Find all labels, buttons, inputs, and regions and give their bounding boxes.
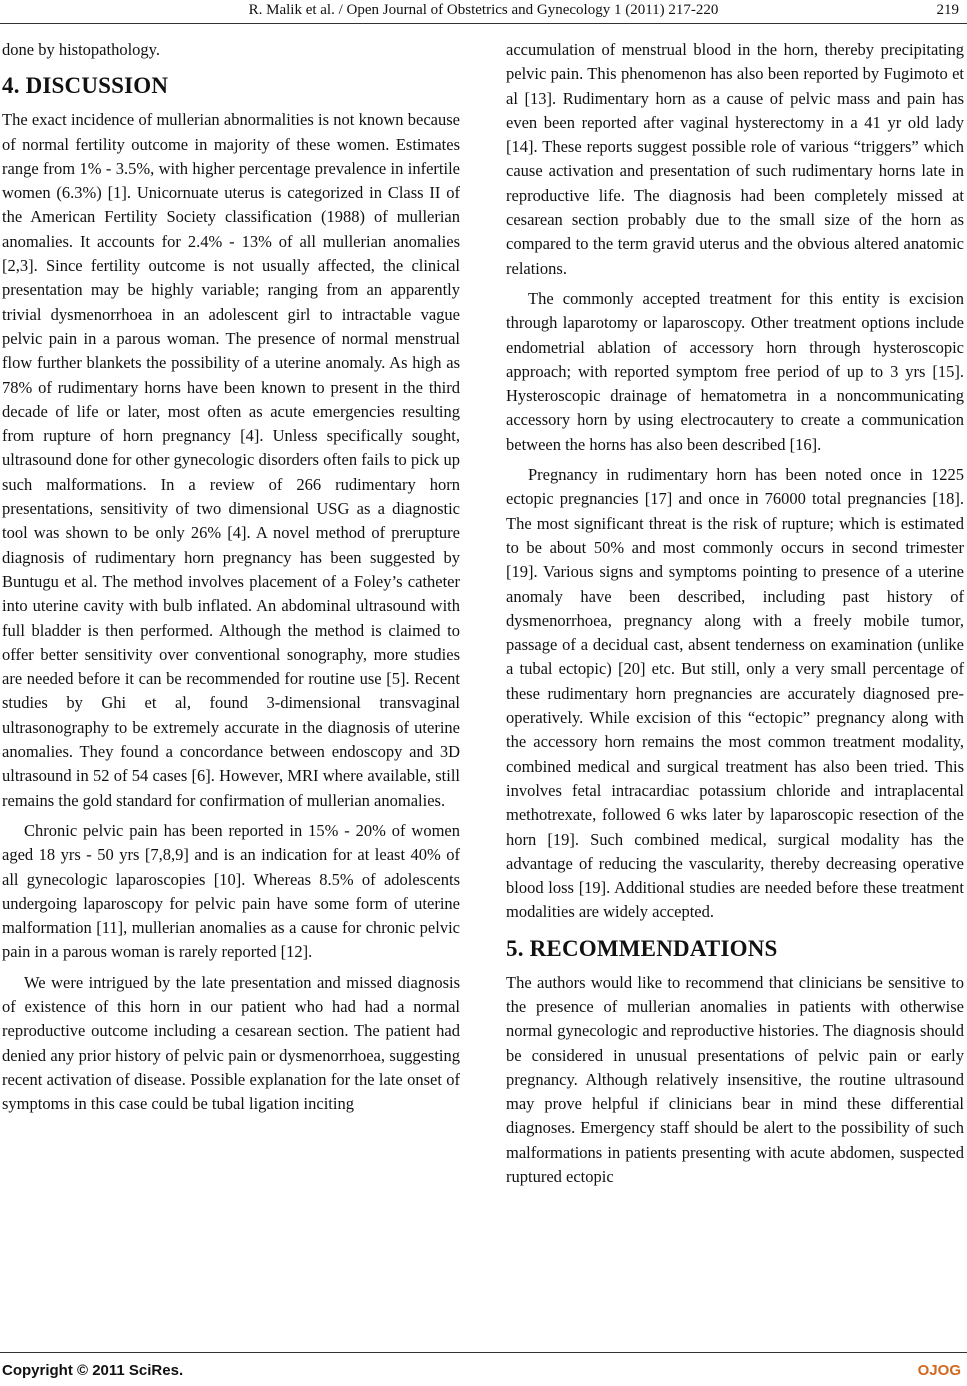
discussion-paragraph-3: We were intrigued by the late presentation and missed diagnosis of existence of this horn in our patient who had had a normal reproductive outcome including a cesarean section. The patient had denied any prior history of pelvic pain or dysmenorrhoea, suggesting recent activation of disease. Possible explanation for the late onset of symptoms in this case could be tubal ligation inciting (2, 972, 460, 1114)
right-column (506, 38, 964, 1189)
journal-code: OJOG (917, 1362, 961, 1379)
discussion-paragraph-5: The commonly accepted treatment for this entity is excision through laparotomy or laparoscopy. Other treatment options include endometrial ablation of accessory horn through hysteroscopic approach; with reported symptom free period of up to 3 yrs [15]. Hysteroscopic drainage of hematometra in a noncommunicating accessory horn by using electrocautery to create a communication between the horns has also been described [16]. (506, 288, 964, 454)
recommendations-paragraph: The authors would like to recommend that clinicians be sensitive to the presence of mullerian anomalies in patients with otherwise normal gynecologic and reproductive histories. The diagnosis should be considered in unusual presentations of pelvic pain or early pregnancy. Although relatively insensitive, the routine ultrasound may prove helpful if clinicians bear in mind these differential diagnoses. Emergency staff should be alert to the possibility of such malformations in patients presenting with acute abdomen, suspected ruptured ectopic (506, 972, 964, 1187)
discussion-paragraph-4: accumulation of menstrual blood in the horn, thereby precipitating pelvic pain. This phenomenon has also been reported by Fugimoto et al [13]. Rudimentary horn as a cause of pelvic mass and pain has even been reported after vaginal hysterectomy in a 41 yr old lady [14]. These reports suggest possible role of various “triggers” which cause activation and presentation of such rudimentary horns late in reproductive life. The diagnosis had been completely missed at cesarean section probably due to the small size of the horn as compared to the term gravid uterus and the obvious altered anatomic relations. (506, 40, 964, 278)
page-header (0, 0, 967, 24)
left-column (2, 38, 460, 1116)
running-head: R. Malik et al. / Open Journal of Obstetrics and Gynecology 1 (2011) 217-220 (248, 2, 719, 18)
discussion-paragraph-6: Pregnancy in rudimentary horn has been noted once in 1225 ectopic pregnancies [17] and once in 76000 total pregnancies [18]. The most significant threat is the risk of rupture; which is estimated to be about 50% and most commonly occurs in second trimester [19]. Various signs and symptoms pointing to presence of a uterine anomaly have been described, including past history of dysmenorrhoea, pregnancy along with a freely mobile tumor, passage of a decidual cast, absent tenderness on examination (unlike a tubal ectopic) [20] etc. But still, only a very small percentage of these rudimentary horn pregnancies are accurately diagnosed pre-operatively. While excision of this “ectopic” pregnancy along with the accessory horn remains the most common treatment modality, combined medical and surgical treatment has also been tried. This involves fetal intracardiac potassium chloride and intraplacental methotrexate, followed 6 wks later by laparoscopic resection of the horn [19]. Such combined medical, surgical modality has the advantage of reducing the vascularity, thereby decreasing operative blood loss [19]. Additional studies are needed before these treatment modalities are widely accepted. (506, 465, 964, 922)
recommendations-heading: 5. RECOMMENDATIONS (506, 935, 778, 961)
copyright-notice: Copyright © 2011 SciRes. (2, 1362, 184, 1379)
discussion-heading: 4. DISCUSSION (2, 73, 169, 99)
intro-fragment: done by histopathology. (2, 40, 160, 59)
discussion-paragraph-2: Chronic pelvic pain has been reported in 15% - 20% of women aged 18 yrs - 50 yrs [7,8,9] and is an indication for at least 40% of all gynecologic laparoscopies [10]. Whereas 8.5% of adolescents undergoing laparoscopy for pelvic pain have some form of uterine malformation [11], mullerian anomalies as a cause for chronic pelvic pain in a parous woman is rarely reported [12]. (2, 820, 460, 962)
discussion-paragraph-1: The exact incidence of mullerian abnormalities is not known because of normal fertility outcome in majority of these women. Estimates range from 1% - 3.5%, with higher percentage prevalence in infertile women (6.3%) [1]. Unicornuate uterus is categorized in Class II of the American Fertility Society classification (1988) of mullerian anomalies. It accounts for 2.4% - 13% of all mullerian anomalies [2,3]. Since fertility outcome is not usually affected, the clinical presentation may be highly variable; ranging from an apparently trivial dysmenorrhoea in an adolescent girl to intractable vague pelvic pain in a parous woman. The presence of normal menstrual flow further blankets the possibility of a uterine anomaly. As high as 78% of rudimentary horns have been known to present in the third decade of life or later, most often as acute emergencies resulting from rupture of horn pregnancy [4]. Unless specifically sought, ultrasound done for other gynecologic disorders often fails to pick up such malformations. In a review of 266 rudimentary horn presentations, sensitivity of two dimensional USG as a diagnostic tool was shown to be only 26% [4]. A novel method of prerupture diagnosis of rudimentary horn pregnancy has been suggested by Buntugu et al. The method involves placement of a Foley’s catheter into uterine cavity with bulb inflated. An abdominal ultrasound with full bladder is then performed. Although the method is claimed to offer better sensitivity over conventional sonography, more studies are needed before it can be recommended for routine use [5]. Recent studies by Ghi et al, found 3-dimensional transvaginal ultrasonography to be extremely accurate in the diagnosis of uterine anomalies. They found a concordance between endoscopy and 3D ultrasound in 52 of 54 cases [6]. However, MRI where available, still remains the gold standard for confirmation of mullerian anomalies. (2, 110, 460, 810)
page-footer (0, 1352, 967, 1386)
page-number: 219 (936, 2, 959, 18)
